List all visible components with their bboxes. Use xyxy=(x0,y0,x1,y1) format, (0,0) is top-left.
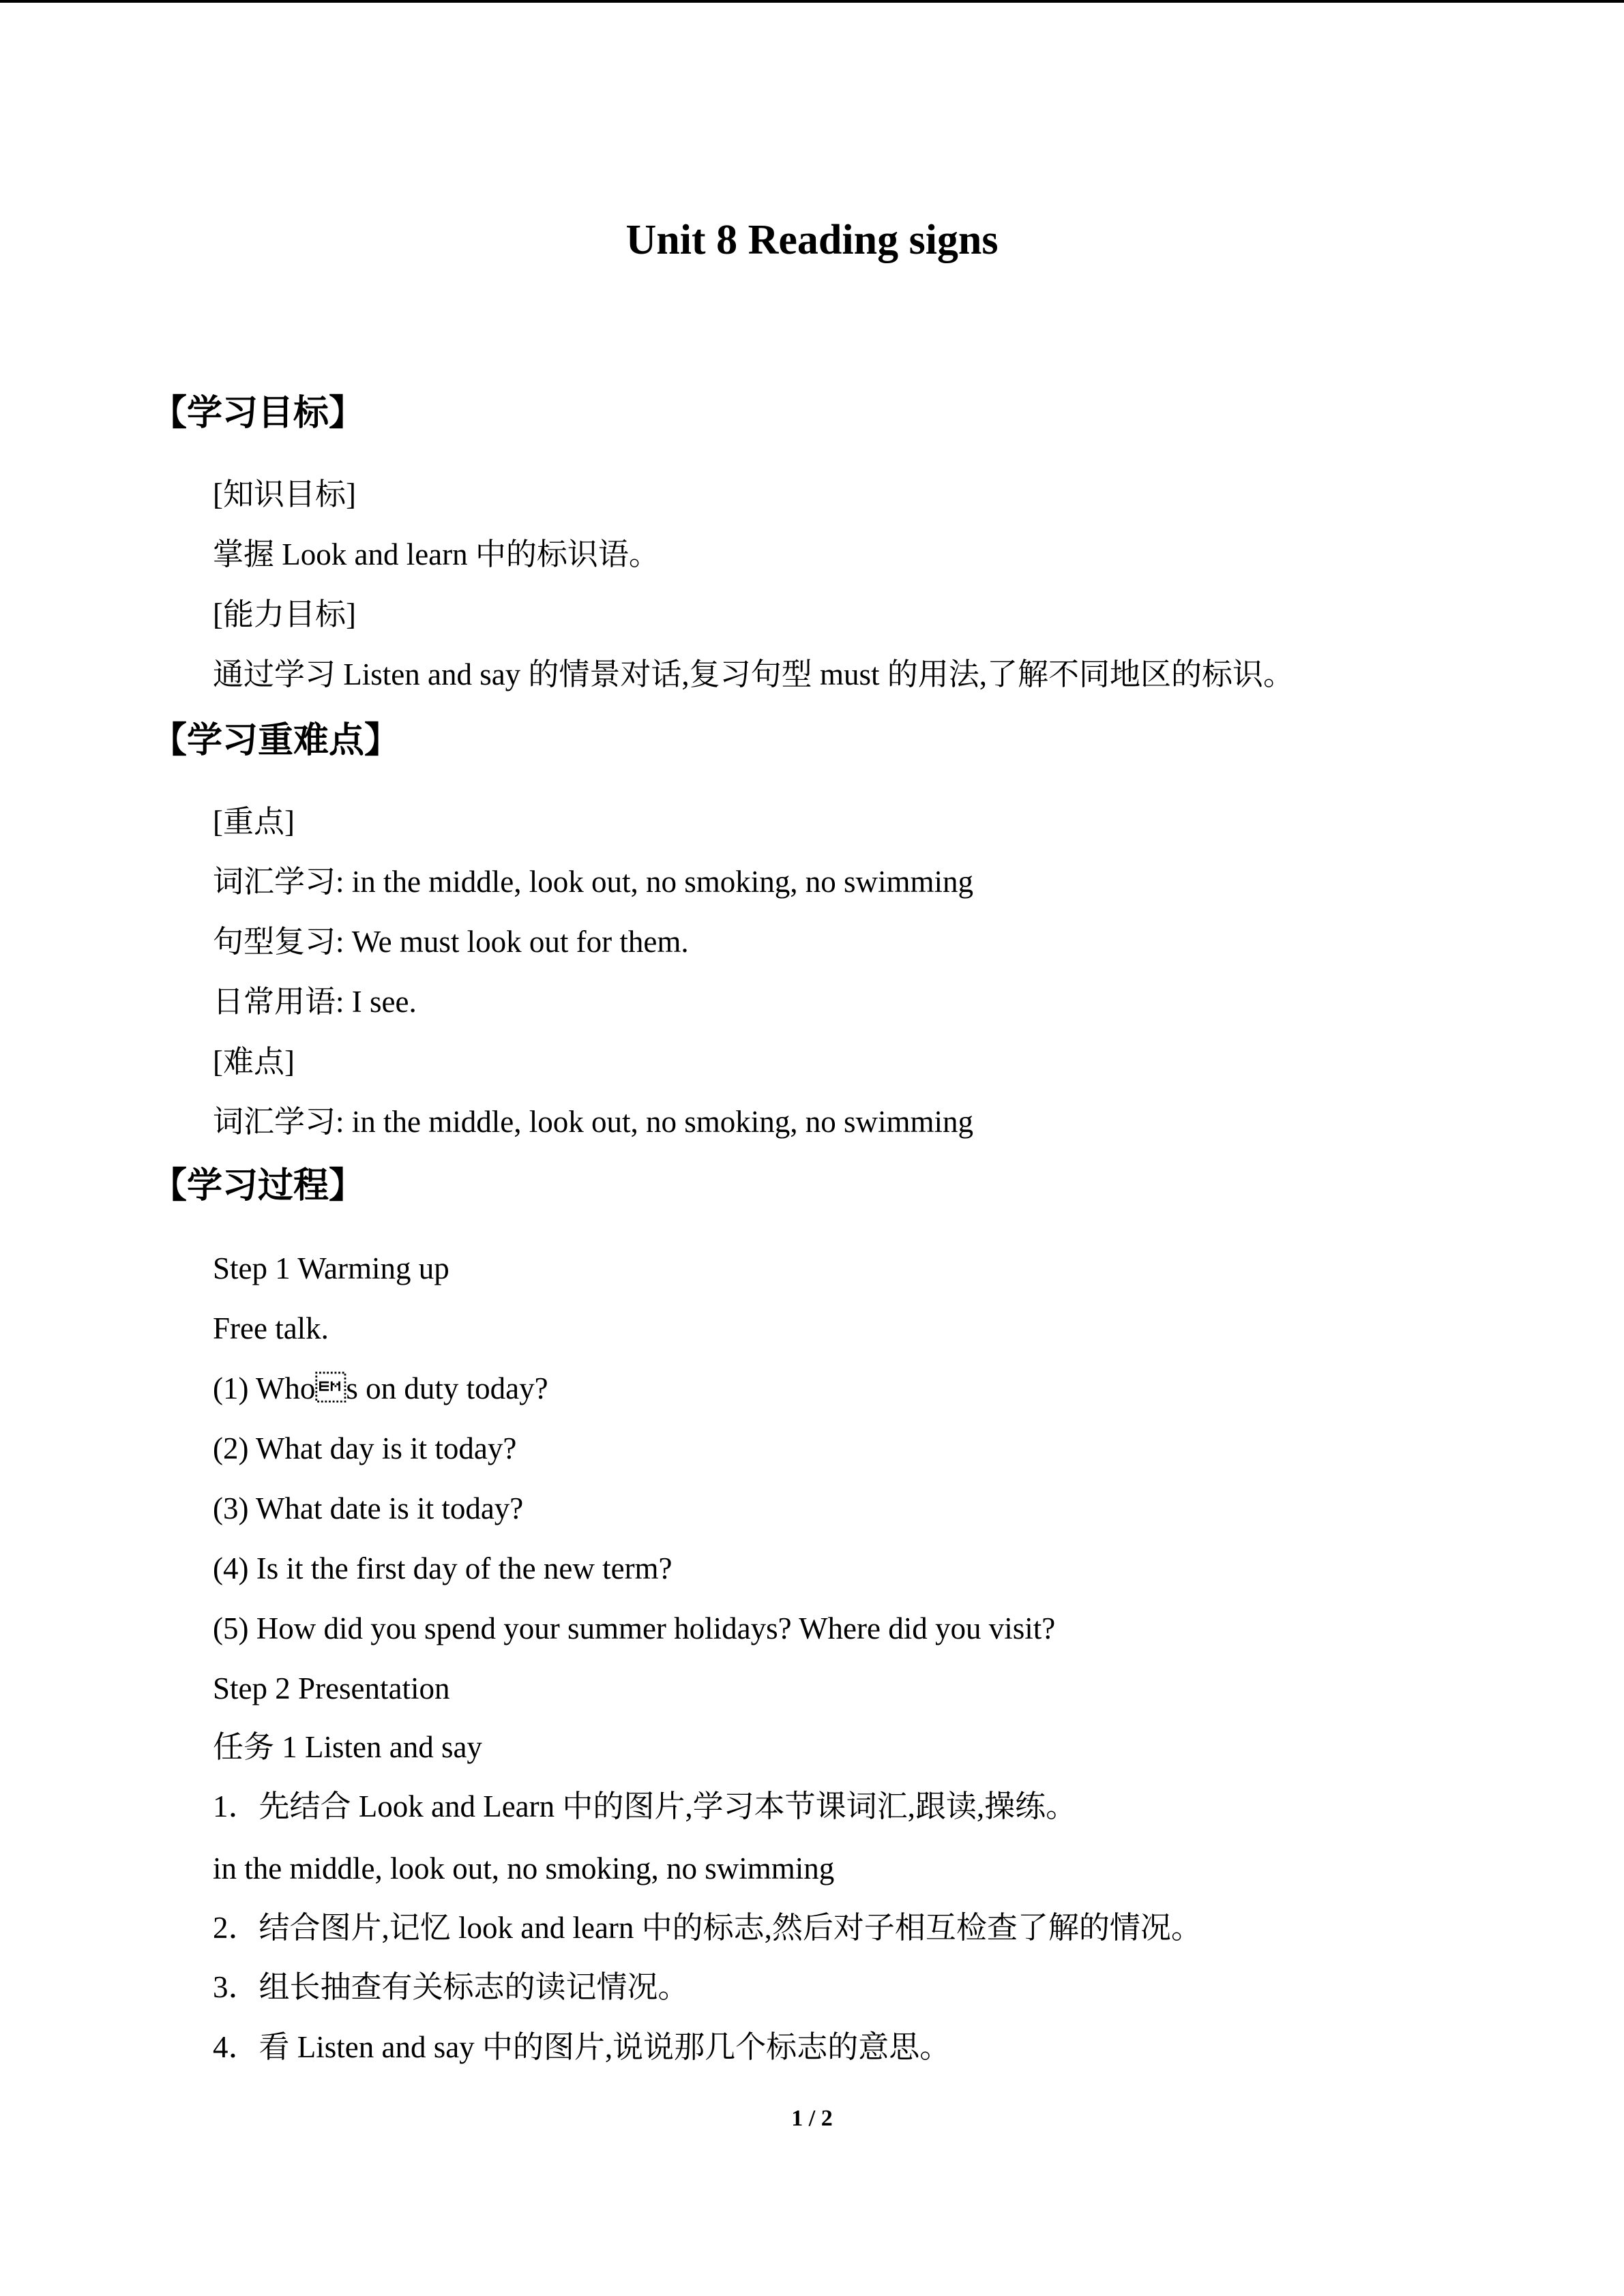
text-line: 日常用语: I see. xyxy=(213,985,417,1019)
text-line: (5) How did you spend your summer holidays? Where did you visit? xyxy=(213,1611,1056,1645)
text-line: 任务 1 Listen and say xyxy=(213,1730,482,1764)
page-number: 1 / 2 xyxy=(791,2106,833,2131)
text-line: 1．先结合 Look and Learn 中的图片,学习本节课词汇,跟读,操练。 xyxy=(213,1789,1077,1823)
text-line: [知识目标] xyxy=(213,477,356,511)
text-line: (1) Whos on duty today? xyxy=(213,1371,548,1405)
text-line: 3．组长抽查有关标志的读记情况。 xyxy=(213,1970,689,2004)
text-line: Step 2 Presentation xyxy=(213,1671,450,1705)
section-heading-key-points: 【学习重难点】 xyxy=(151,720,400,761)
document-title: Unit 8 Reading signs xyxy=(625,217,999,263)
text-line: 词汇学习: in the middle, look out, no smoking, no swimming xyxy=(213,1105,974,1139)
text-line: Free talk. xyxy=(213,1311,329,1345)
text-line: 通过学习 Listen and say 的情景对话,复习句型 must 的用法,了解不同地区的标识。 xyxy=(213,657,1294,691)
text-line: (3) What date is it today? xyxy=(213,1491,524,1525)
text-line: 4．看 Listen and say 中的图片,说说那几个标志的意思。 xyxy=(213,2030,951,2064)
text-line: 2．结合图片,记忆 look and learn 中的标志,然后对子相互检查了解的情况。 xyxy=(213,1911,1202,1945)
text-line: [重点] xyxy=(213,805,295,839)
text-line: 句型复习: We must look out for them. xyxy=(213,925,689,959)
text-line: [能力目标] xyxy=(213,597,356,631)
text-line: (4) Is it the first day of the new term? xyxy=(213,1551,673,1585)
text-line: [难点] xyxy=(213,1045,295,1079)
text-line: Step 1 Warming up xyxy=(213,1251,449,1285)
text-line: (2) What day is it today? xyxy=(213,1431,517,1465)
section-heading-learning-process: 【学习过程】 xyxy=(151,1165,365,1206)
section-heading-learning-objectives: 【学习目标】 xyxy=(151,393,365,434)
text-line: 掌握 Look and learn 中的标识语。 xyxy=(213,537,660,571)
text-line: 词汇学习: in the middle, look out, no smoking, no swimming xyxy=(213,865,974,899)
text-line: in the middle, look out, no smoking, no swimming xyxy=(213,1851,835,1885)
